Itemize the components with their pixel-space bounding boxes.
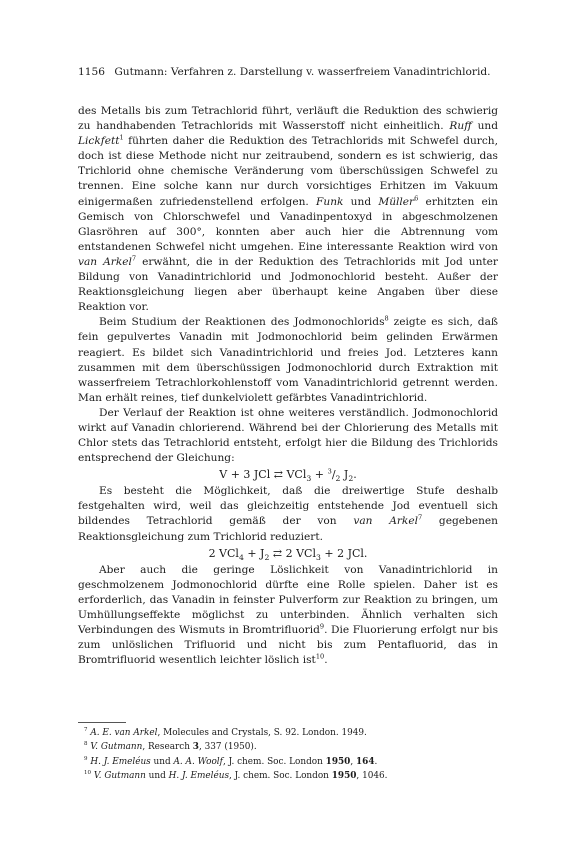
footnote: [84, 769, 504, 783]
footnote-text: und: [150, 756, 174, 767]
equation-subscript: 4: [238, 552, 244, 562]
footnote-bold-number: 164: [356, 756, 375, 767]
paragraph-superscript: 10: [315, 652, 325, 661]
paragraph-author-name: van Arkel: [353, 515, 418, 528]
paragraph-text: Beim Studium der Reaktionen des Jodmonochlorids: [99, 316, 385, 329]
paragraph-author-name: Müller: [378, 195, 415, 208]
equation-text: .: [353, 468, 357, 482]
paragraph-text: Der Verlauf der Reaktion ist ohne weiteres verständlich. Jodmonochlorid wirkt auf Vanadin chlorierend. Während bei der Chlorierung des Metalls mit Chlor stets das Tetrachlorid entsteht, erfolgt hier die Bildung des Trichlorids entsprechend der Gleichung:: [78, 406, 498, 465]
footnote-text: und: [145, 770, 169, 781]
footnote-text: , Molecules and Crystals, S. 92. London. 1949.: [157, 728, 367, 738]
footnote-author-name: A. A. Woolf: [173, 756, 223, 767]
paragraph-text: erhitzten ein Gemisch von Chlorschwefel und Vanadinpentoxyd in abgeschmolzenen Glasröhren auf 300°, konnten aber auch hier die Abtrennung vom entstandenen Schwefel nicht umgehen. Eine interessante Reaktion wird von: [78, 195, 498, 253]
equation-text: 2 VCl: [208, 546, 239, 560]
footnote-text: , J. chem. Soc. London: [222, 756, 326, 767]
paragraph-text: erwähnt, die in der Reduktion des Tetrachlorids mit Jod unter Bildung von Vanadintrichlorid und Jodmonochlorid besteht. Außer der Reaktionsgleichung liegen aber überhaupt keine Angaben über diese Reaktion vor.: [78, 255, 498, 314]
footnote-text: , J. chem. Soc. London: [229, 770, 332, 781]
footnotes: [84, 726, 504, 783]
paragraph-text: und: [343, 195, 379, 208]
paragraph-superscript: 7: [418, 513, 423, 522]
paragraph: [78, 563, 498, 669]
footnote-text: ,: [350, 756, 356, 767]
running-title: Gutmann: Verfahren z. Darstellung v. wasserfreiem Vanadintrichlorid.: [114, 66, 491, 78]
equation-text: V + 3 JCl ⇄ VCl: [219, 468, 307, 482]
footnote-bold-number: 1950: [325, 756, 351, 767]
equation-text: /: [331, 468, 336, 482]
paragraph-text: des Metalls bis zum Tetrachlorid führt, verläuft die Reduktion des schwierig zu handhabenden Tetrachlorids mit Wasserstoff nicht einheitlich.: [78, 105, 498, 133]
paragraph-superscript: 7: [131, 254, 137, 263]
equation-text: + J: [243, 546, 265, 560]
equation-subscript: 3: [315, 552, 321, 562]
equation-subscript: 2: [348, 474, 354, 484]
paragraph-text: führten daher die Reduktion des Tetrachlorids mit Schwefel durch, doch ist diese Methode nicht nur zeitraubend, sondern es ist schwierig, das Trichlorid ohne chemische Veränderung vom überschüssigen Schwefel zu trennen. Eine solche kann nur durch vorsichtiges Erhitzen im Vakuum einigermaßen zufriedenstellend erfolgen.: [78, 135, 498, 208]
footnote-superscript: 7: [84, 727, 88, 734]
footnote: [84, 726, 504, 740]
footnote-author-name: A. E. van Arkel: [90, 728, 158, 738]
footnote-author-name: H. J. Emeléus: [90, 756, 151, 767]
equation-subscript: 2: [335, 474, 341, 484]
paragraph-author-name: Funk: [316, 195, 344, 208]
equation-text: J: [340, 468, 349, 482]
footnote-author-name: H. J. Emeléus: [168, 770, 230, 781]
footnote: [84, 740, 504, 754]
paragraph: [78, 315, 498, 406]
paragraph-text: und: [471, 120, 498, 133]
footnote-text: , Research: [142, 742, 193, 753]
paragraph-superscript: 6: [414, 194, 419, 203]
paragraph-superscript: 8: [384, 314, 389, 323]
footnote-author-name: V. Gutmann: [93, 770, 146, 781]
footnote-text: , 1046.: [356, 770, 388, 781]
paragraph-text: .: [324, 654, 328, 667]
paragraph-author-name: van Arkel: [78, 255, 132, 268]
chemical-equation: [78, 545, 498, 563]
equation-subscript: 3: [306, 474, 312, 484]
paragraph-text: Aber auch die geringe Löslichkeit von Vanadintrichlorid in geschmolzenem Jodmonochlorid dürfte eine Rolle spielen. Daher ist es erforderlich, das Vanadin in feinster Pulverform zur Reaktion zu bringen, um Umhüllungseffekte möglichst zu unterbinden. Ähnlich verhalten sich Verbindungen des Wismuts in Bromtrifluorid: [78, 563, 498, 636]
footnote-superscript: 9: [84, 755, 88, 762]
paragraph-text: gegebenen Reaktionsgleichung zum Trichlorid reduziert.: [78, 515, 498, 543]
paragraph-text: Es besteht die Möglichkeit, daß die dreiwertige Stufe deshalb festgehalten wird, weil das gleichzeitig entstehende Jod eventuell sich bildendes Tetrachlorid gemäß der von: [78, 485, 498, 528]
main-text: [78, 104, 498, 668]
equation-text: + 2 JCl.: [320, 546, 368, 560]
footnote-separator: [78, 722, 126, 723]
paragraph-superscript: 9: [319, 622, 325, 631]
paragraph: [78, 406, 498, 466]
equation-subscript: 2: [264, 552, 270, 562]
footnote-author-name: V. Gutmann: [90, 742, 143, 753]
paragraph-superscript: 1: [119, 133, 124, 142]
equation-text: ⇄ 2 VCl: [269, 546, 316, 560]
page-number: 1156: [78, 66, 105, 78]
paragraph-author-name: Ruff: [449, 120, 472, 133]
equation-superscript: 3: [327, 467, 332, 476]
footnote-superscript: 8: [84, 741, 88, 748]
paragraph-text: zeigte es sich, daß fein gepulvertes Vanadin mit Jodmonochlorid beim gelinden Erwärmen reagiert. Es bildet sich Vanadintrichlorid und freies Jod. Letzteres kann zusammen mit dem überschüssigen Jodmonochlorid durch Extraktion mit wasserfreiem Tetrachlorkohlenstoff vom Vanadintrichlorid getrennt werden. Man erhält reines, tief dunkelviolett gefärbtes Vanadintrichlorid.: [78, 316, 498, 404]
footnote-bold-number: 3: [192, 742, 199, 753]
equation-text: +: [311, 468, 328, 482]
chemical-equation: [78, 466, 498, 484]
footnote-text: , 337 (1950).: [198, 742, 257, 753]
paragraph: [78, 104, 498, 315]
footnote: [84, 755, 504, 769]
footnote-superscript: 10: [84, 769, 91, 776]
paragraph: [78, 484, 498, 544]
footnote-text: .: [374, 756, 378, 767]
paragraph-text: . Die Fluorierung erfolgt nur bis zum unlöslichen Trifluorid und nicht bis zum Pentafluorid, das in Bromtrifluorid wesentlich leichter löslich ist: [78, 624, 499, 667]
running-header: [78, 66, 498, 78]
footnote-bold-number: 1950: [331, 770, 357, 781]
paragraph-author-name: Lickfett: [78, 135, 120, 148]
